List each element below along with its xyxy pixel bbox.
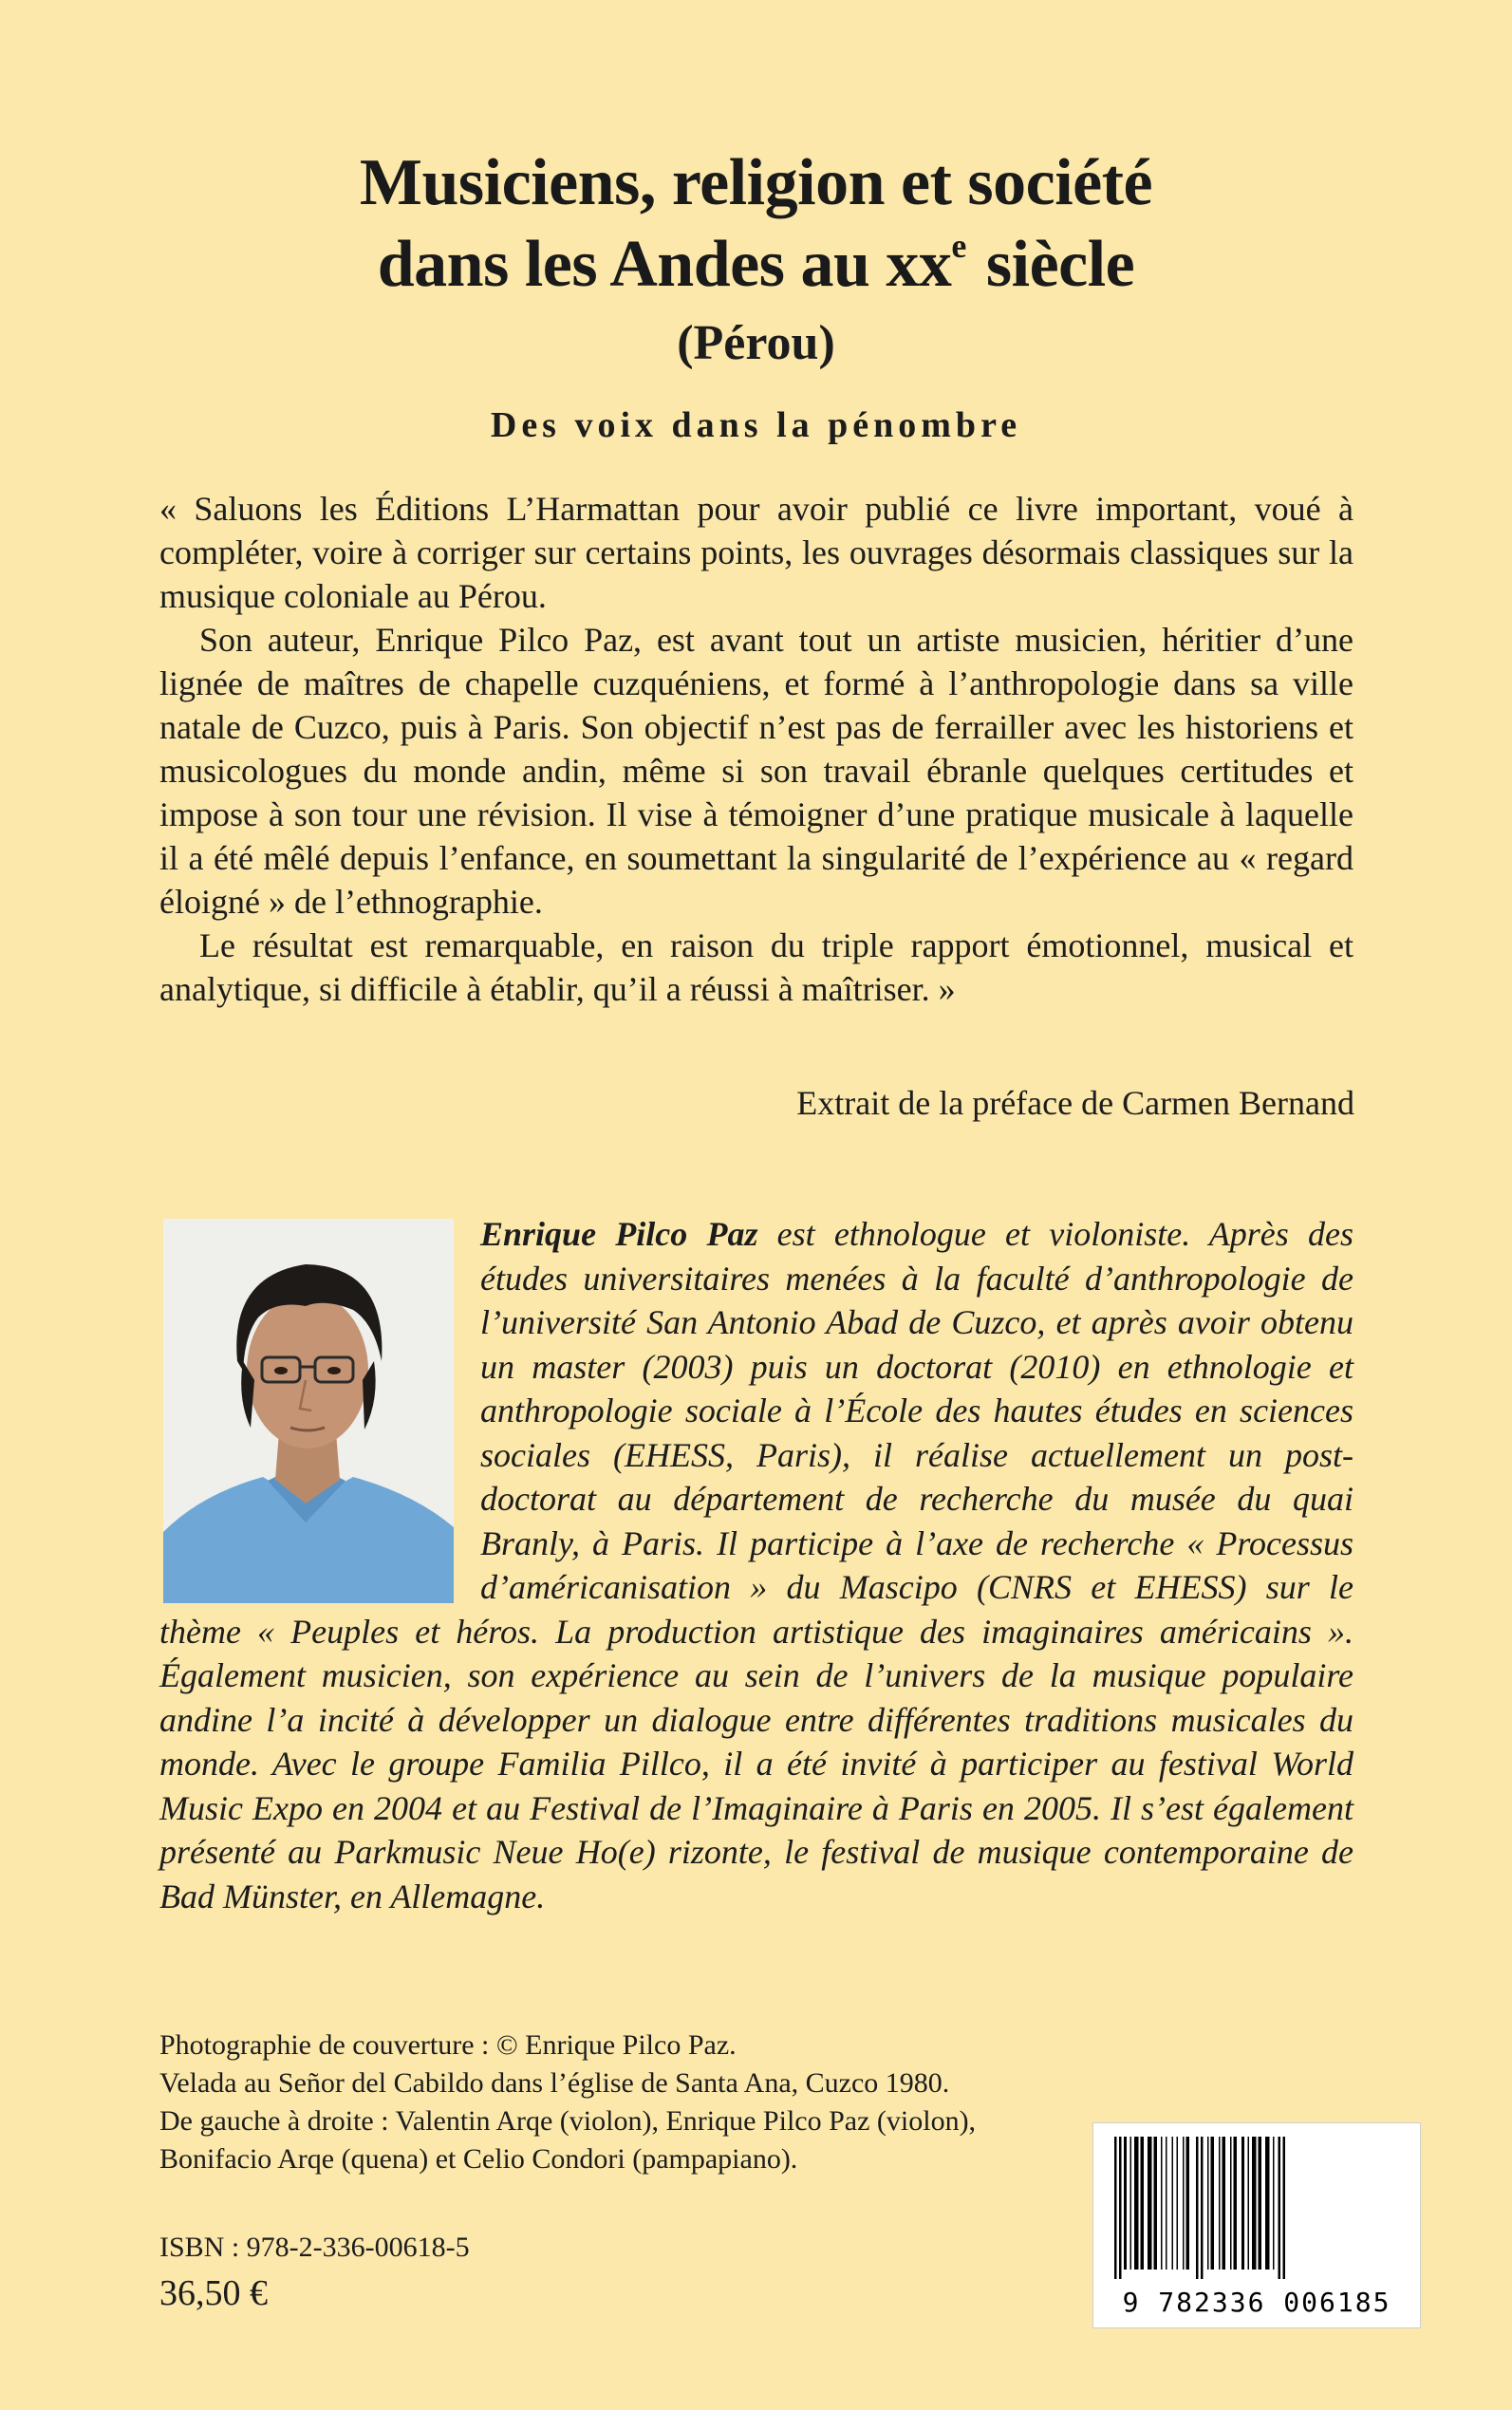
credits-line-4: Bonifacio Arqe (quena) et Celio Condori (pampapiano). [159, 2143, 798, 2175]
barcode-bar [1219, 2137, 1221, 2270]
barcode-bar [1223, 2137, 1226, 2270]
title-line-2-end: siècle [969, 228, 1135, 301]
barcode-bar [1234, 2137, 1238, 2270]
title-line-1: Musiciens, religion et société [359, 146, 1153, 219]
barcode-bar [1196, 2137, 1199, 2279]
barcode-bar [1114, 2137, 1117, 2279]
photo-credits [159, 2027, 1109, 2178]
barcode-bar [1172, 2137, 1174, 2270]
author-bio [159, 1212, 1353, 1918]
barcode-bars [1093, 2123, 1420, 2285]
credits-line-1: Photographie de couverture : © Enrique Pilco Paz. [159, 2029, 737, 2061]
preface-attribution: Extrait de la préface de Carmen Bernand [796, 1084, 1354, 1122]
title-line-2 [0, 224, 1512, 315]
credits-line-3: De gauche à droite : Valentin Arqe (violon), Enrique Pilco Paz (violon), [159, 2105, 977, 2137]
title-block [0, 142, 1512, 446]
barcode-bar [1166, 2137, 1167, 2270]
barcode-bar [1161, 2137, 1163, 2270]
barcode-bar [1177, 2137, 1179, 2270]
credits-line-2: Velada au Señor del Cabildo dans l’église de Santa Ana, Cuzco 1980. [159, 2067, 950, 2099]
barcode-bar [1186, 2137, 1190, 2270]
subtitle-country: (Pérou) [677, 316, 835, 370]
preface-paragraph-2: Son auteur, Enrique Pilco Paz, est avant tout un artiste musicien, héritier d’une lignée de maîtres de chapelle cuzquéniens, et formé à l’anthropologie dans sa ville natale de Cuzco, puis à Paris. Son objectif n’est pas de ferrailler avec les historiens et musicologues du monde andin, même si son travail ébranle quelques certitudes et impose à son tour une révision. Il vise à témoigner d’une pratique musicale à laquelle il a été mêlé depuis l’enfance, en soumettant la singularité de l’expérience au « regard éloigné » de l’ethnographie. [159, 621, 1353, 921]
barcode [1092, 2122, 1421, 2328]
title-line-2-start: dans les Andes au xx [377, 228, 952, 301]
photo-spacer [159, 1212, 480, 1601]
barcode-bar [1265, 2137, 1270, 2270]
barcode-bar [1207, 2137, 1209, 2270]
title-superscript: e [951, 227, 966, 265]
barcode-bar [1124, 2137, 1127, 2270]
barcode-bar [1141, 2137, 1145, 2270]
isbn: ISBN : 978-2-336-00618-5 [159, 2232, 470, 2263]
barcode-bar [1252, 2137, 1257, 2270]
barcode-bar [1119, 2137, 1122, 2279]
barcode-bar [1183, 2137, 1185, 2270]
barcode-bar [1134, 2137, 1139, 2270]
barcode-bar [1201, 2137, 1204, 2279]
barcode-digits: 9 782336 006185 [1122, 2287, 1391, 2318]
barcode-bar [1259, 2137, 1262, 2270]
author-name: Enrique Pilco Paz [480, 1215, 758, 1253]
barcode-bar [1230, 2137, 1232, 2270]
author-bio-text: est ethnologue et violoniste. Après des études universitaires menées à la faculté d’anthropologie de l’université San Antonio Abad de Cuzco, et après avoir obtenu un master (2003) puis un doctorat (2010) en ethnologie et anthropologie sociale à l’École des hautes études en sciences sociales (EHESS, Paris), il réalise actuellement un post-doctorat au département de recherche du musée du quai Branly, à Paris. Il participe à l’axe de recherche « Processus d’américanisation » du Mascipo (CNRS et EHESS) sur le thème « Peuples et héros. La production artistique des imaginaires américains ». Également musicien, son expérience au sein de l’univers de la musique populaire andine l’a incité à développer un dialogue entre différentes traditions musicales du monde. Avec le groupe Familia Pillco, il a été invité à participer au festival World Music Expo en 2004 et au Festival de l’Imaginaire à Paris en 2005. Il s’est également présenté au Parkmusic Neue Ho(e) rizonte, le festival de musique contemporaine de Bad Münster, en Allemagne. [159, 1215, 1353, 1915]
barcode-bar [1241, 2137, 1244, 2270]
barcode-bar [1154, 2137, 1158, 2270]
preface-paragraph-1: « Saluons les Éditions L’Harmattan pour avoir publié ce livre important, voué à compléter, voire à corriger sur certains points, les ouvrages désormais classiques sur la musique coloniale au Pérou. [159, 490, 1353, 615]
barcode-bar [1273, 2137, 1275, 2270]
barcode-bar [1148, 2137, 1152, 2270]
barcode-bar [1279, 2137, 1281, 2279]
barcode-bar [1211, 2137, 1215, 2270]
tagline: Des voix dans la pénombre [490, 405, 1022, 445]
price: 36,50 € [159, 2273, 268, 2313]
barcode-bar [1130, 2137, 1132, 2270]
preface-quote [159, 487, 1353, 1011]
preface-paragraph-3: Le résultat est remarquable, en raison du triple rapport émotionnel, musical et analytique, si difficile à établir, qu’il a réussi à maîtriser. » [159, 926, 1353, 1008]
barcode-bar [1283, 2137, 1286, 2279]
barcode-bar [1248, 2137, 1250, 2270]
